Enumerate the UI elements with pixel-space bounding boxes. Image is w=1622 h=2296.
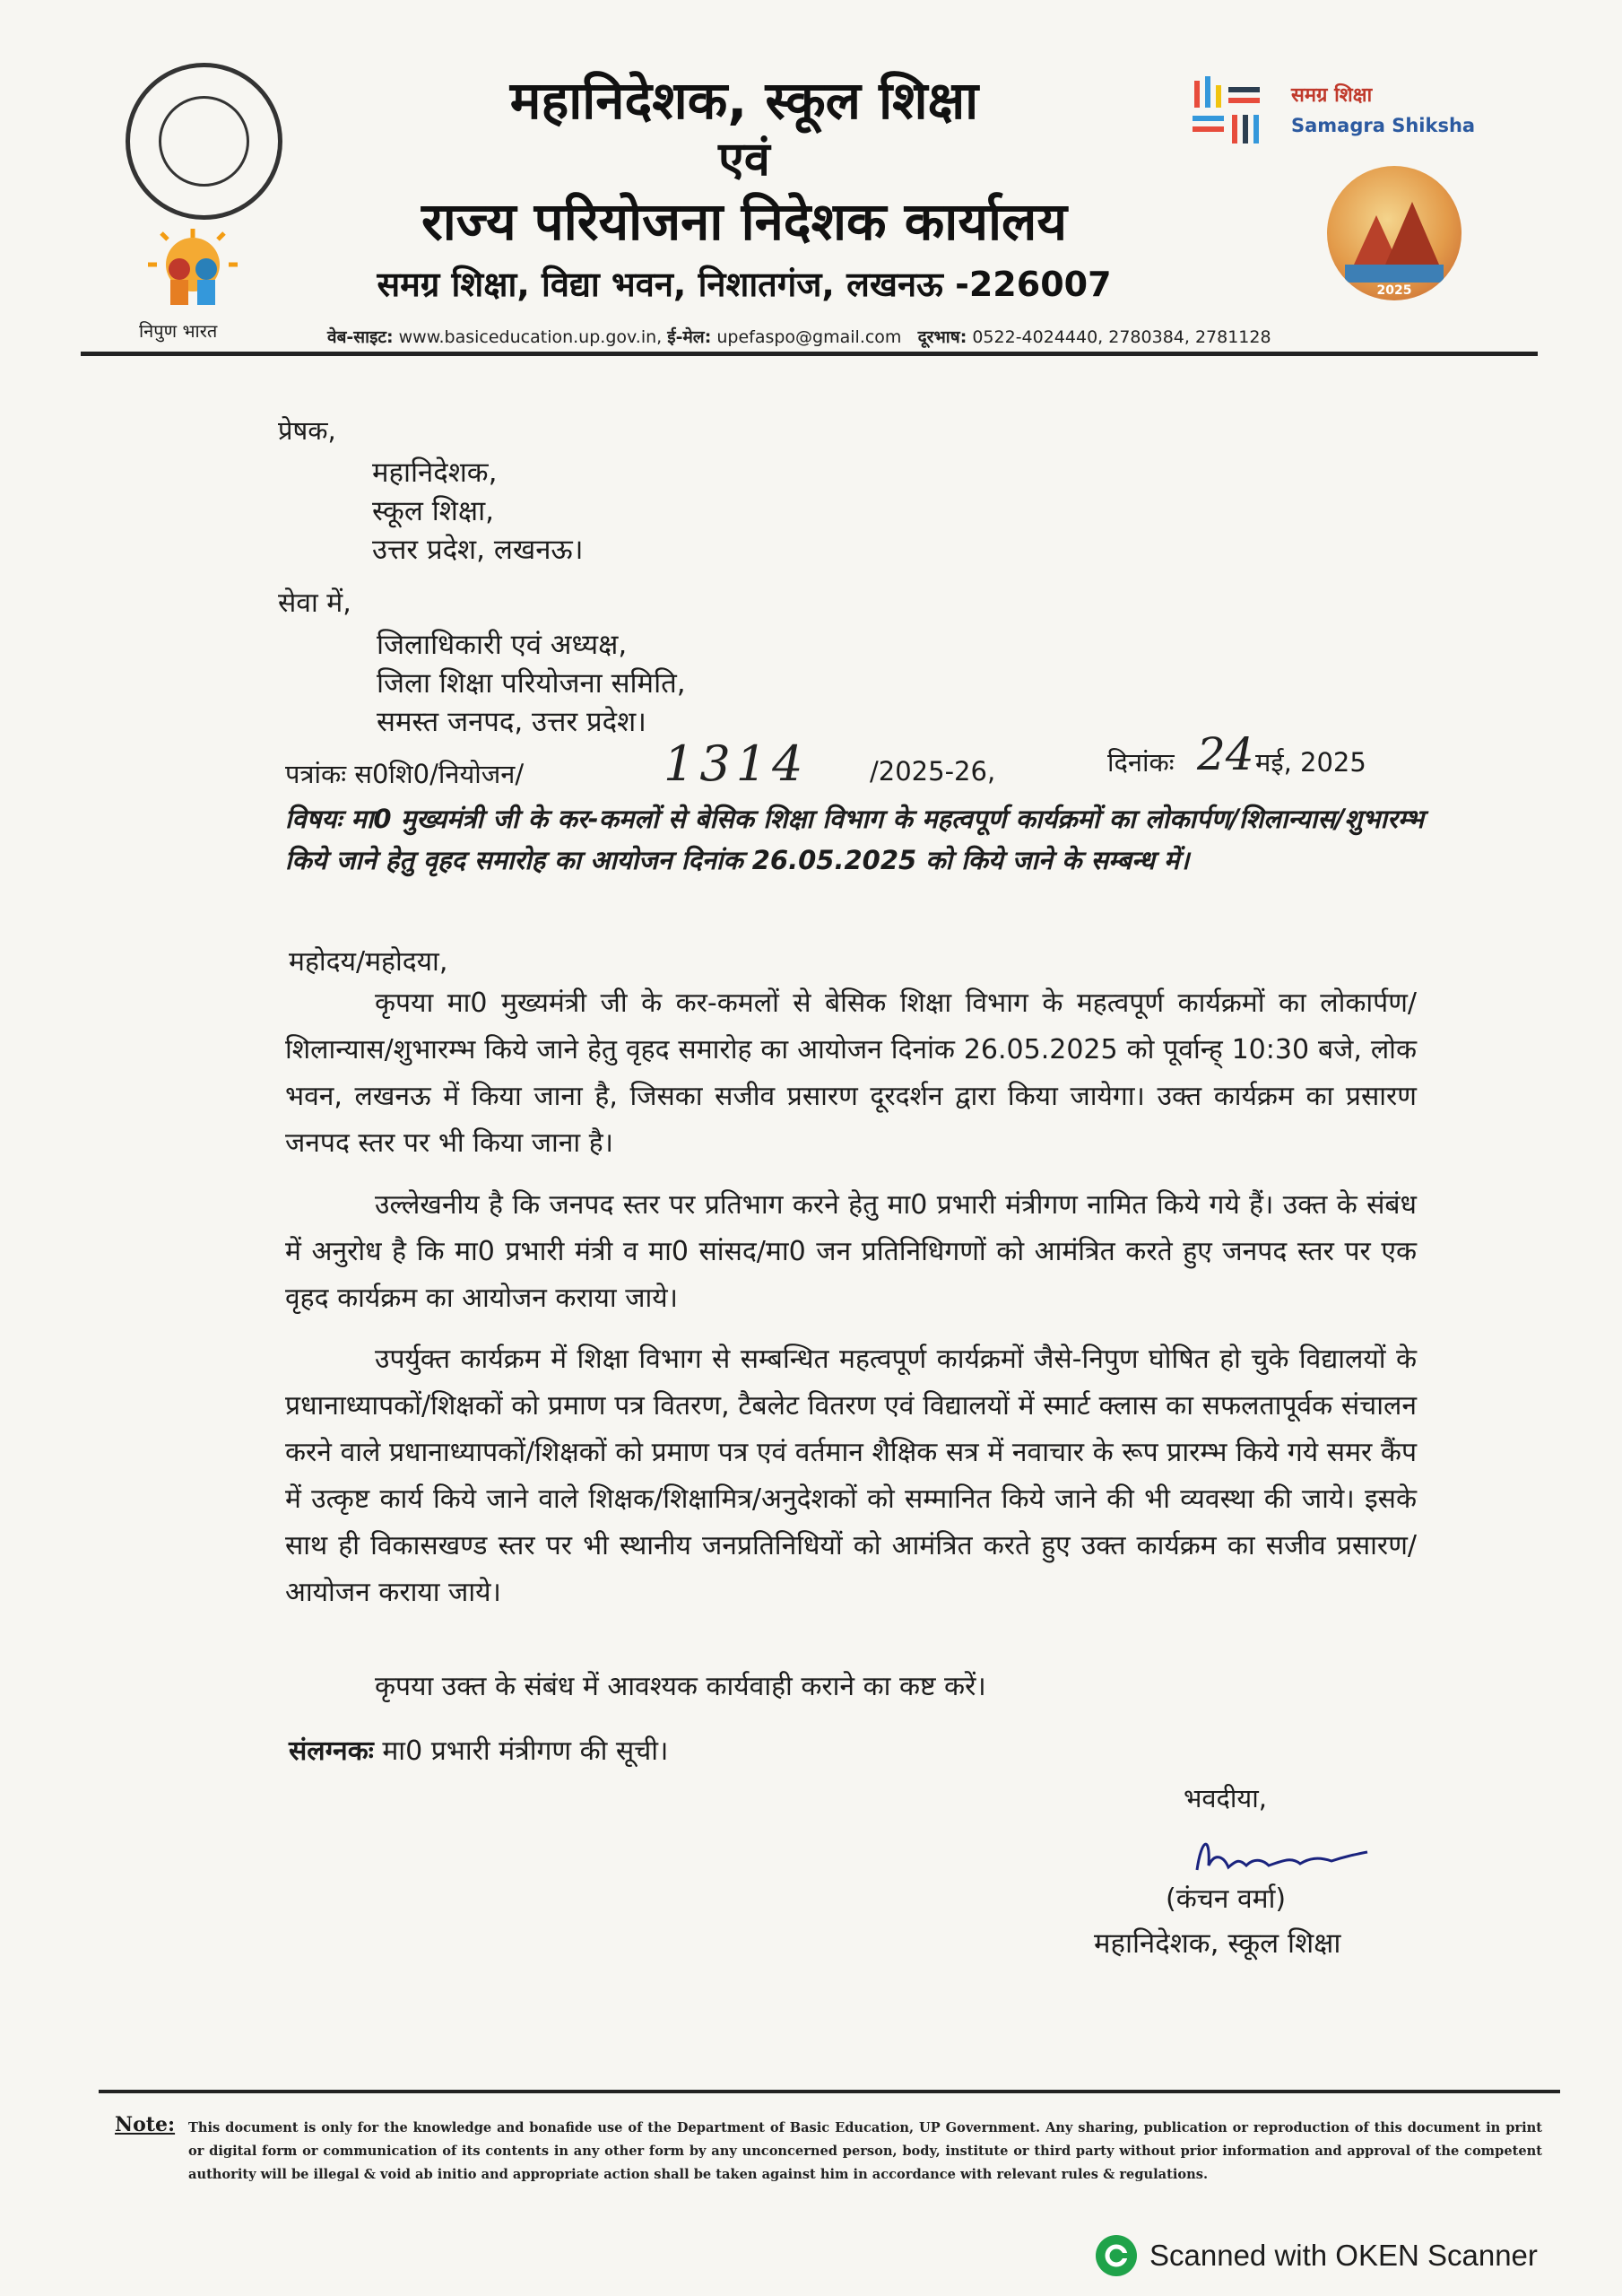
samagra-shiksha-hindi: समग्र शिक्षा: [1291, 84, 1373, 107]
website-link: www.basiceducation.up.gov.in,: [398, 327, 663, 347]
subject-line: विषयः मा0 मुख्यमंत्री जी के कर-कमलों से बेसिक शिक्षा विभाग के महत्वपूर्ण कार्यक्रमों का लोकार्पण/शिलान्यास/शुभारम्भ किये जाने हेतु वृहद समारोह का आयोजन दिनांक 26.05.2025 को किये जाने के सम्बन्ध में।: [285, 804, 1424, 875]
website-label: वेब-साइट:: [327, 327, 394, 347]
samagra-shiksha-english: Samagra Shiksha: [1291, 115, 1476, 136]
date-day-handwritten: 24: [1197, 728, 1254, 780]
header-title-line1: महानिदेशक, स्कूल शिक्षा: [509, 70, 979, 131]
samagra-shiksha-icon: [1188, 72, 1264, 148]
recipient-line3: समस्त जनपद, उत्तर प्रदेश।: [377, 706, 646, 738]
email-address: upefaspo@gmail.com: [716, 327, 902, 347]
enclosure-label: संलग्नकः: [289, 1735, 374, 1767]
enclosure: [289, 1731, 668, 1768]
mahakumbh-logo: [1327, 166, 1462, 300]
recipient-label: सेवा में,: [278, 587, 351, 619]
reference-number-handwritten: 1314: [664, 735, 809, 792]
date-label: दिनांकः: [1107, 747, 1175, 778]
nipun-logo-caption: निपुण भारत: [139, 320, 218, 342]
nipun-bharat-logo: [126, 224, 260, 314]
header-address: समग्र शिक्षा, विद्या भवन, निशातगंज, लखनऊ -226007: [377, 265, 1112, 304]
salutation: महोदय/महोदया,: [289, 946, 448, 978]
note-text: This document is only for the knowledge and bonafide use of the Department of Basic Education, UP Government. Any sharing, publication or reproduction of this document in print or digital form or communication of its contents in any other form by any unconcerned person, body, institute or third party without prior information and approval of the competent authority will be illegal & void ab initio and appropriate action shall be taken against him in accordance with relevant rules & regulations.: [188, 2120, 1542, 2182]
sender-line3: उत्तर प्रदेश, लखनऊ।: [372, 534, 584, 566]
phone-numbers: 0522-4024440, 2780384, 2781128: [972, 327, 1271, 347]
body-paragraph-2: उल्लेखनीय है कि जनपद स्तर पर प्रतिभाग करने हेतु मा0 प्रभारी मंत्रीगण नामित किये गये हैं। उक्त के संबंध में अनुरोध है कि मा0 प्रभारी मंत्री व मा0 सांसद/मा0 जन प्रतिनिधिगणों को आमंत्रित करते हुए जनपद स्तर पर एक वृहद कार्यक्रम का आयोजन कराया जाये।: [285, 1189, 1417, 1314]
signer-name: (कंचन वर्मा): [1166, 1883, 1287, 1915]
signer-designation: महानिदेशक, स्कूल शिक्षा: [1094, 1927, 1341, 1960]
body-paragraph-3: उपर्युक्त कार्यक्रम में शिक्षा विभाग से सम्बन्धित महत्वपूर्ण कार्यक्रमों जैसे-निपुण घोषित हो चुके विद्यालयों के प्रधानाध्यापकों/शिक्षकों को प्रमाण पत्र वितरण, टैबलेट वितरण एवं विद्यालयों में स्मार्ट क्लास का सफलतापूर्वक संचालन करने वाले प्रधानाध्यापकों/शिक्षकों को प्रमाण पत्र एवं वर्तमान शैक्षिक सत्र में नवाचार के रूप प्रारम्भ किये गये समर कैंप में उत्कृष्ट कार्य किये जाने वाले शिक्षक/शिक्षामित्र/अनुदेशकों को सम्मानित किये जाने की भी व्यवस्था की जाये। इसके साथ ही विकासखण्ड स्तर पर भी स्थानीय जनप्रतिनिधियों को आमंत्रित करते हुए उक्त कार्यक्रम का सजीव प्रसारण/आयोजन कराया जाये।: [285, 1344, 1417, 1608]
header-contact: [327, 325, 1358, 348]
body-paragraph-1: कृपया मा0 मुख्यमंत्री जी के कर-कमलों से बेसिक शिक्षा विभाग के महत्वपूर्ण कार्यक्रमों का लोकार्पण/शिलान्यास/शुभारम्भ किये जाने हेतु वृहद समारोह का आयोजन दिनांक 26.05.2025 को पूर्वान्ह् 10:30 बजे, लोक भवन, लखनऊ में किया जाना है, जिसका सजीव प्रसारण दूरदर्शन द्वारा किया जायेगा। उक्त कार्यक्रम का प्रसारण जनपद स्तर पर भी किया जाना है।: [285, 987, 1417, 1159]
scanner-watermark: [1096, 2233, 1538, 2278]
footer-divider: [99, 2090, 1560, 2093]
recipient-line2: जिला शिक्षा परियोजना समिति,: [377, 667, 686, 700]
valediction: भवदीया,: [1184, 1783, 1267, 1813]
up-government-seal-logo: [126, 63, 282, 220]
sender-line2: स्कूल शिक्षा,: [372, 495, 494, 527]
header-divider: [81, 352, 1538, 356]
enclosure-text: मा0 प्रभारी मंत्रीगण की सूची।: [382, 1735, 669, 1767]
header-title-line3: राज्य परियोजना निदेशक कार्यालय: [421, 191, 1067, 252]
sender-line1: महानिदेशक,: [372, 457, 498, 489]
recipient-line1: जिलाधिकारी एवं अध्यक्ष,: [377, 629, 628, 661]
reference-year: /2025-26,: [870, 756, 996, 787]
header-title-line2: एवं: [718, 133, 770, 187]
reference-label: पत्रांकः स0शि0/नियोजन/: [285, 759, 525, 789]
scanner-text: Scanned with OKEN Scanner: [1149, 2239, 1538, 2272]
sender-label: प्रेषक,: [278, 415, 336, 446]
date-month-year: मई, 2025: [1255, 747, 1366, 778]
oken-scanner-icon: [1096, 2235, 1137, 2276]
note-label: Note:: [115, 2113, 176, 2136]
phone-label: दूरभाष:: [917, 327, 967, 347]
body-paragraph-4: कृपया उक्त के संबंध में आवश्यक कार्यवाही कराने का कष्ट करें।: [375, 1671, 986, 1702]
email-label: ई-मेल:: [667, 327, 712, 347]
kumbh-year: 2025: [1376, 283, 1412, 298]
